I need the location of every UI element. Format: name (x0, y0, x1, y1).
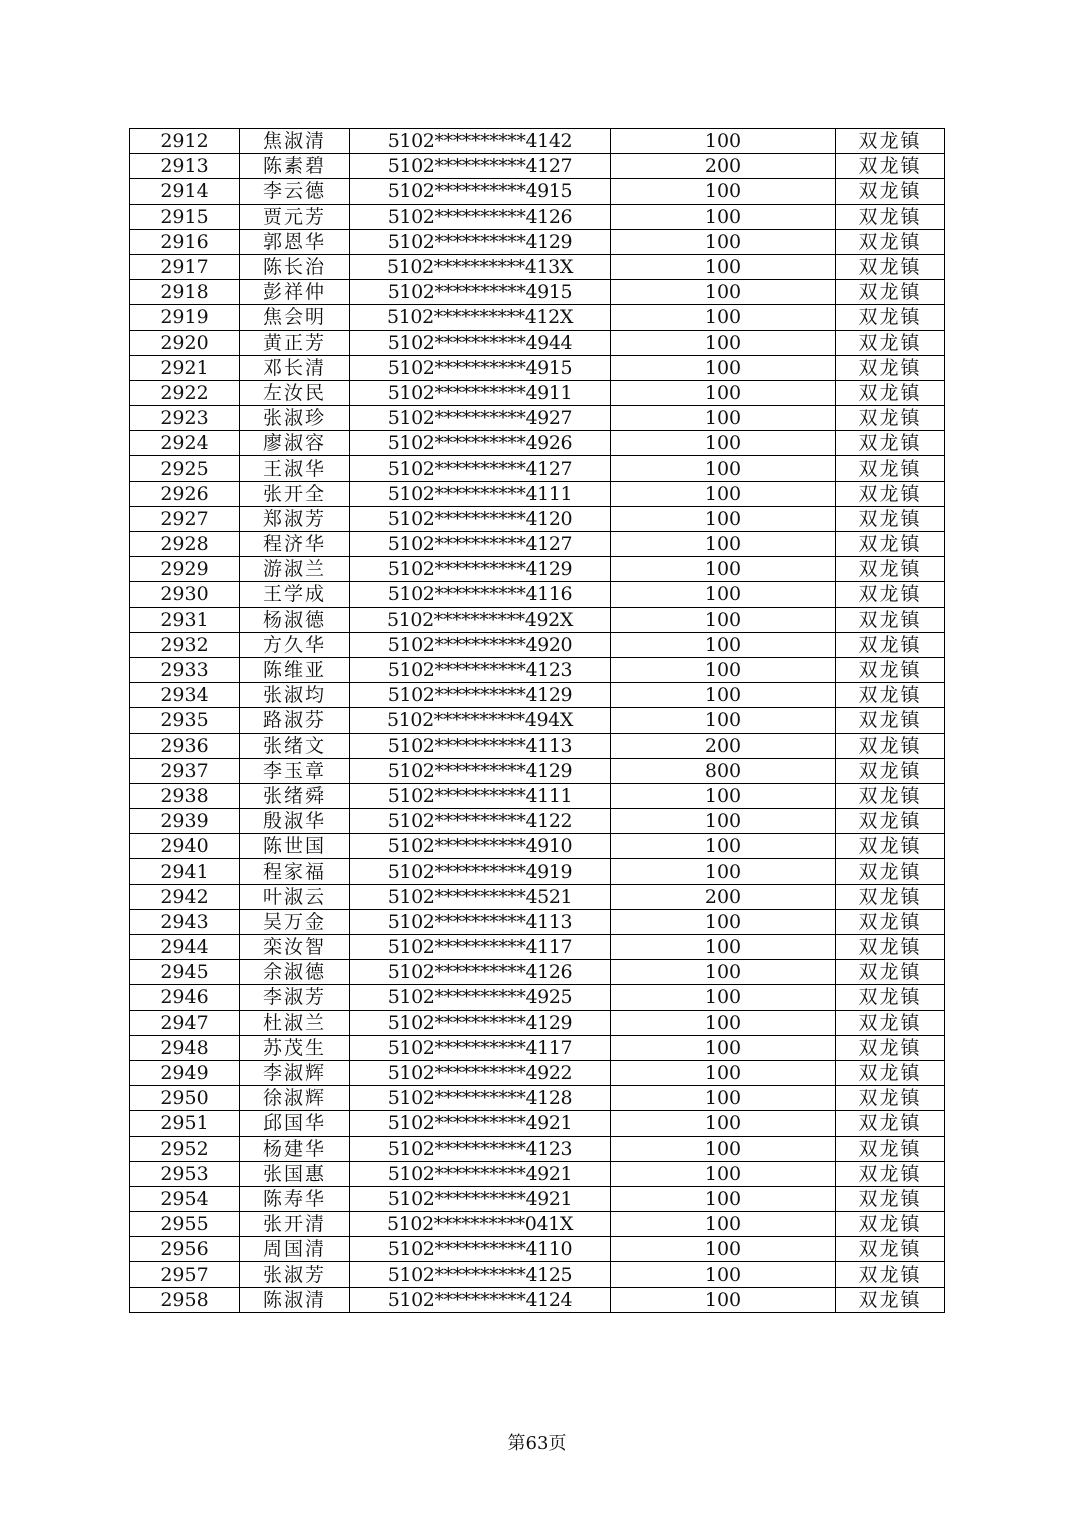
table-row (130, 809, 945, 834)
row-number-cell: 2937 (130, 758, 240, 783)
name-cell: 廖淑容 (240, 431, 350, 456)
id-number-cell: 5102**********4111 (350, 783, 611, 808)
amount-cell: 100 (611, 532, 836, 557)
name-cell: 张开全 (240, 481, 350, 506)
town-cell: 双龙镇 (836, 834, 945, 859)
id-number-cell: 5102**********413X (350, 254, 611, 279)
town-cell: 双龙镇 (836, 229, 945, 254)
amount-cell: 100 (611, 355, 836, 380)
table-row (130, 204, 945, 229)
amount-cell: 100 (611, 380, 836, 405)
town-cell: 双龙镇 (836, 380, 945, 405)
amount-cell: 100 (611, 1136, 836, 1161)
table-row (130, 834, 945, 859)
town-cell: 双龙镇 (836, 1186, 945, 1211)
roster-table-body (130, 129, 945, 1313)
table-row (130, 935, 945, 960)
amount-cell: 100 (611, 708, 836, 733)
row-number-cell: 2925 (130, 456, 240, 481)
name-cell: 苏茂生 (240, 1035, 350, 1060)
name-cell: 彭祥仲 (240, 280, 350, 305)
row-number-cell: 2934 (130, 683, 240, 708)
table-row (130, 1237, 945, 1262)
id-number-cell: 5102**********4921 (350, 1186, 611, 1211)
amount-cell: 100 (611, 254, 836, 279)
row-number-cell: 2951 (130, 1111, 240, 1136)
amount-cell: 100 (611, 1186, 836, 1211)
row-number-cell: 2933 (130, 657, 240, 682)
id-number-cell: 5102**********494X (350, 708, 611, 733)
table-row (130, 1111, 945, 1136)
town-cell: 双龙镇 (836, 481, 945, 506)
name-cell: 张淑均 (240, 683, 350, 708)
amount-cell: 100 (611, 1086, 836, 1111)
id-number-cell: 5102**********4921 (350, 1161, 611, 1186)
table-row (130, 1262, 945, 1287)
name-cell: 李云德 (240, 179, 350, 204)
amount-cell: 100 (611, 1287, 836, 1312)
town-cell: 双龙镇 (836, 809, 945, 834)
roster-table (129, 128, 945, 1313)
table-row (130, 884, 945, 909)
name-cell: 焦淑清 (240, 129, 350, 154)
town-cell: 双龙镇 (836, 1136, 945, 1161)
amount-cell: 100 (611, 859, 836, 884)
row-number-cell: 2918 (130, 280, 240, 305)
town-cell: 双龙镇 (836, 733, 945, 758)
town-cell: 双龙镇 (836, 657, 945, 682)
amount-cell: 100 (611, 229, 836, 254)
amount-cell: 100 (611, 456, 836, 481)
table-row (130, 733, 945, 758)
row-number-cell: 2915 (130, 204, 240, 229)
id-number-cell: 5102**********4123 (350, 657, 611, 682)
table-row (130, 909, 945, 934)
amount-cell: 100 (611, 129, 836, 154)
row-number-cell: 2926 (130, 481, 240, 506)
town-cell: 双龙镇 (836, 129, 945, 154)
row-number-cell: 2936 (130, 733, 240, 758)
table-row (130, 582, 945, 607)
amount-cell: 100 (611, 960, 836, 985)
table-row (130, 280, 945, 305)
table-row (130, 758, 945, 783)
id-number-cell: 5102**********4129 (350, 557, 611, 582)
id-number-cell: 5102**********4129 (350, 683, 611, 708)
name-cell: 陈维亚 (240, 657, 350, 682)
row-number-cell: 2929 (130, 557, 240, 582)
town-cell: 双龙镇 (836, 985, 945, 1010)
amount-cell: 100 (611, 204, 836, 229)
town-cell: 双龙镇 (836, 506, 945, 531)
row-number-cell: 2922 (130, 380, 240, 405)
amount-cell: 100 (611, 657, 836, 682)
table-row (130, 683, 945, 708)
table-row (130, 1136, 945, 1161)
town-cell: 双龙镇 (836, 431, 945, 456)
id-number-cell: 5102**********4129 (350, 758, 611, 783)
row-number-cell: 2952 (130, 1136, 240, 1161)
name-cell: 栾汝智 (240, 935, 350, 960)
amount-cell: 100 (611, 330, 836, 355)
id-number-cell: 5102**********4915 (350, 179, 611, 204)
town-cell: 双龙镇 (836, 355, 945, 380)
row-number-cell: 2920 (130, 330, 240, 355)
amount-cell: 100 (611, 582, 836, 607)
id-number-cell: 5102**********4126 (350, 204, 611, 229)
id-number-cell: 5102**********4116 (350, 582, 611, 607)
amount-cell: 100 (611, 481, 836, 506)
row-number-cell: 2940 (130, 834, 240, 859)
table-row (130, 355, 945, 380)
town-cell: 双龙镇 (836, 557, 945, 582)
id-number-cell: 5102**********4113 (350, 733, 611, 758)
town-cell: 双龙镇 (836, 607, 945, 632)
name-cell: 张淑珍 (240, 406, 350, 431)
id-number-cell: 5102**********4915 (350, 355, 611, 380)
row-number-cell: 2914 (130, 179, 240, 204)
name-cell: 张国惠 (240, 1161, 350, 1186)
name-cell: 陈淑清 (240, 1287, 350, 1312)
id-number-cell: 5102**********4113 (350, 909, 611, 934)
id-number-cell: 5102**********4127 (350, 456, 611, 481)
row-number-cell: 2941 (130, 859, 240, 884)
name-cell: 张绪文 (240, 733, 350, 758)
id-number-cell: 5102**********4124 (350, 1287, 611, 1312)
town-cell: 双龙镇 (836, 280, 945, 305)
name-cell: 周国清 (240, 1237, 350, 1262)
name-cell: 陈寿华 (240, 1186, 350, 1211)
town-cell: 双龙镇 (836, 683, 945, 708)
name-cell: 程家福 (240, 859, 350, 884)
town-cell: 双龙镇 (836, 582, 945, 607)
amount-cell: 100 (611, 406, 836, 431)
name-cell: 李淑芳 (240, 985, 350, 1010)
row-number-cell: 2935 (130, 708, 240, 733)
name-cell: 余淑德 (240, 960, 350, 985)
amount-cell: 100 (611, 909, 836, 934)
id-number-cell: 5102**********4126 (350, 960, 611, 985)
table-row (130, 708, 945, 733)
name-cell: 张绪舜 (240, 783, 350, 808)
town-cell: 双龙镇 (836, 330, 945, 355)
id-number-cell: 5102**********4128 (350, 1086, 611, 1111)
row-number-cell: 2946 (130, 985, 240, 1010)
table-row (130, 557, 945, 582)
table-row (130, 406, 945, 431)
row-number-cell: 2954 (130, 1186, 240, 1211)
amount-cell: 200 (611, 884, 836, 909)
name-cell: 殷淑华 (240, 809, 350, 834)
town-cell: 双龙镇 (836, 254, 945, 279)
id-number-cell: 5102**********4129 (350, 229, 611, 254)
amount-cell: 100 (611, 280, 836, 305)
row-number-cell: 2948 (130, 1035, 240, 1060)
table-row (130, 254, 945, 279)
amount-cell: 100 (611, 1060, 836, 1085)
table-row (130, 783, 945, 808)
amount-cell: 100 (611, 809, 836, 834)
row-number-cell: 2913 (130, 154, 240, 179)
table-row (130, 330, 945, 355)
town-cell: 双龙镇 (836, 1212, 945, 1237)
town-cell: 双龙镇 (836, 1086, 945, 1111)
id-number-cell: 5102**********4926 (350, 431, 611, 456)
id-number-cell: 5102**********4123 (350, 1136, 611, 1161)
amount-cell: 100 (611, 834, 836, 859)
table-row (130, 960, 945, 985)
name-cell: 张淑芳 (240, 1262, 350, 1287)
name-cell: 焦会明 (240, 305, 350, 330)
name-cell: 郭恩华 (240, 229, 350, 254)
row-number-cell: 2938 (130, 783, 240, 808)
row-number-cell: 2919 (130, 305, 240, 330)
amount-cell: 200 (611, 733, 836, 758)
town-cell: 双龙镇 (836, 859, 945, 884)
table-row (130, 532, 945, 557)
amount-cell: 100 (611, 1262, 836, 1287)
name-cell: 方久华 (240, 632, 350, 657)
row-number-cell: 2924 (130, 431, 240, 456)
table-row (130, 1212, 945, 1237)
row-number-cell: 2955 (130, 1212, 240, 1237)
id-number-cell: 5102**********4915 (350, 280, 611, 305)
table-row (130, 129, 945, 154)
amount-cell: 100 (611, 431, 836, 456)
row-number-cell: 2932 (130, 632, 240, 657)
town-cell: 双龙镇 (836, 1287, 945, 1312)
row-number-cell: 2957 (130, 1262, 240, 1287)
name-cell: 左汝民 (240, 380, 350, 405)
table-row (130, 380, 945, 405)
name-cell: 邱国华 (240, 1111, 350, 1136)
amount-cell: 100 (611, 1237, 836, 1262)
id-number-cell: 5102**********4920 (350, 632, 611, 657)
town-cell: 双龙镇 (836, 532, 945, 557)
id-number-cell: 5102**********4110 (350, 1237, 611, 1262)
town-cell: 双龙镇 (836, 1060, 945, 1085)
id-number-cell: 5102**********4129 (350, 1010, 611, 1035)
id-number-cell: 5102**********4521 (350, 884, 611, 909)
amount-cell: 100 (611, 1035, 836, 1060)
table-row (130, 229, 945, 254)
name-cell: 杨建华 (240, 1136, 350, 1161)
town-cell: 双龙镇 (836, 960, 945, 985)
row-number-cell: 2923 (130, 406, 240, 431)
name-cell: 张开清 (240, 1212, 350, 1237)
town-cell: 双龙镇 (836, 909, 945, 934)
table-row (130, 456, 945, 481)
table-row (130, 1060, 945, 1085)
table-row (130, 506, 945, 531)
name-cell: 叶淑云 (240, 884, 350, 909)
table-row (130, 632, 945, 657)
row-number-cell: 2939 (130, 809, 240, 834)
name-cell: 郑淑芳 (240, 506, 350, 531)
town-cell: 双龙镇 (836, 1010, 945, 1035)
amount-cell: 100 (611, 557, 836, 582)
name-cell: 李玉章 (240, 758, 350, 783)
town-cell: 双龙镇 (836, 708, 945, 733)
id-number-cell: 5102**********4127 (350, 154, 611, 179)
row-number-cell: 2944 (130, 935, 240, 960)
table-row (130, 431, 945, 456)
amount-cell: 200 (611, 154, 836, 179)
row-number-cell: 2945 (130, 960, 240, 985)
row-number-cell: 2949 (130, 1060, 240, 1085)
name-cell: 游淑兰 (240, 557, 350, 582)
table-row (130, 985, 945, 1010)
town-cell: 双龙镇 (836, 1161, 945, 1186)
name-cell: 程济华 (240, 532, 350, 557)
name-cell: 路淑芬 (240, 708, 350, 733)
name-cell: 黄正芳 (240, 330, 350, 355)
name-cell: 王淑华 (240, 456, 350, 481)
town-cell: 双龙镇 (836, 1262, 945, 1287)
amount-cell: 100 (611, 607, 836, 632)
amount-cell: 100 (611, 1010, 836, 1035)
town-cell: 双龙镇 (836, 1035, 945, 1060)
id-number-cell: 5102**********412X (350, 305, 611, 330)
table-row (130, 305, 945, 330)
id-number-cell: 5102**********4927 (350, 406, 611, 431)
id-number-cell: 5102**********041X (350, 1212, 611, 1237)
amount-cell: 100 (611, 783, 836, 808)
town-cell: 双龙镇 (836, 179, 945, 204)
id-number-cell: 5102**********492X (350, 607, 611, 632)
id-number-cell: 5102**********4127 (350, 532, 611, 557)
town-cell: 双龙镇 (836, 935, 945, 960)
town-cell: 双龙镇 (836, 204, 945, 229)
name-cell: 邓长清 (240, 355, 350, 380)
id-number-cell: 5102**********4925 (350, 985, 611, 1010)
id-number-cell: 5102**********4117 (350, 935, 611, 960)
town-cell: 双龙镇 (836, 1111, 945, 1136)
amount-cell: 100 (611, 1212, 836, 1237)
id-number-cell: 5102**********4911 (350, 380, 611, 405)
row-number-cell: 2927 (130, 506, 240, 531)
page-number: 第63页 (507, 1433, 567, 1454)
table-row (130, 1086, 945, 1111)
id-number-cell: 5102**********4125 (350, 1262, 611, 1287)
name-cell: 陈世国 (240, 834, 350, 859)
id-number-cell: 5102**********4910 (350, 834, 611, 859)
row-number-cell: 2943 (130, 909, 240, 934)
name-cell: 杨淑德 (240, 607, 350, 632)
row-number-cell: 2942 (130, 884, 240, 909)
table-row (130, 481, 945, 506)
amount-cell: 100 (611, 1161, 836, 1186)
id-number-cell: 5102**********4944 (350, 330, 611, 355)
table-row (130, 154, 945, 179)
row-number-cell: 2953 (130, 1161, 240, 1186)
amount-cell: 100 (611, 935, 836, 960)
town-cell: 双龙镇 (836, 456, 945, 481)
row-number-cell: 2931 (130, 607, 240, 632)
name-cell: 杜淑兰 (240, 1010, 350, 1035)
table-row (130, 1287, 945, 1312)
id-number-cell: 5102**********4117 (350, 1035, 611, 1060)
table-row (130, 1161, 945, 1186)
row-number-cell: 2916 (130, 229, 240, 254)
amount-cell: 100 (611, 1111, 836, 1136)
table-row (130, 1010, 945, 1035)
name-cell: 王学成 (240, 582, 350, 607)
amount-cell: 100 (611, 305, 836, 330)
amount-cell: 100 (611, 985, 836, 1010)
name-cell: 徐淑辉 (240, 1086, 350, 1111)
row-number-cell: 2950 (130, 1086, 240, 1111)
amount-cell: 100 (611, 683, 836, 708)
table-row (130, 1186, 945, 1211)
town-cell: 双龙镇 (836, 154, 945, 179)
id-number-cell: 5102**********4919 (350, 859, 611, 884)
row-number-cell: 2930 (130, 582, 240, 607)
row-number-cell: 2928 (130, 532, 240, 557)
town-cell: 双龙镇 (836, 758, 945, 783)
table-row (130, 607, 945, 632)
row-number-cell: 2917 (130, 254, 240, 279)
row-number-cell: 2958 (130, 1287, 240, 1312)
town-cell: 双龙镇 (836, 632, 945, 657)
name-cell: 陈素碧 (240, 154, 350, 179)
amount-cell: 100 (611, 632, 836, 657)
town-cell: 双龙镇 (836, 884, 945, 909)
town-cell: 双龙镇 (836, 1237, 945, 1262)
name-cell: 贾元芳 (240, 204, 350, 229)
name-cell: 李淑辉 (240, 1060, 350, 1085)
row-number-cell: 2947 (130, 1010, 240, 1035)
amount-cell: 800 (611, 758, 836, 783)
table-row (130, 657, 945, 682)
table-row (130, 1035, 945, 1060)
row-number-cell: 2956 (130, 1237, 240, 1262)
amount-cell: 100 (611, 506, 836, 531)
id-number-cell: 5102**********4120 (350, 506, 611, 531)
town-cell: 双龙镇 (836, 406, 945, 431)
name-cell: 陈长治 (240, 254, 350, 279)
name-cell: 吴万金 (240, 909, 350, 934)
amount-cell: 100 (611, 179, 836, 204)
row-number-cell: 2912 (130, 129, 240, 154)
row-number-cell: 2921 (130, 355, 240, 380)
table-row (130, 179, 945, 204)
id-number-cell: 5102**********4921 (350, 1111, 611, 1136)
table-row (130, 859, 945, 884)
town-cell: 双龙镇 (836, 305, 945, 330)
id-number-cell: 5102**********4142 (350, 129, 611, 154)
id-number-cell: 5102**********4122 (350, 809, 611, 834)
id-number-cell: 5102**********4922 (350, 1060, 611, 1085)
id-number-cell: 5102**********4111 (350, 481, 611, 506)
town-cell: 双龙镇 (836, 783, 945, 808)
